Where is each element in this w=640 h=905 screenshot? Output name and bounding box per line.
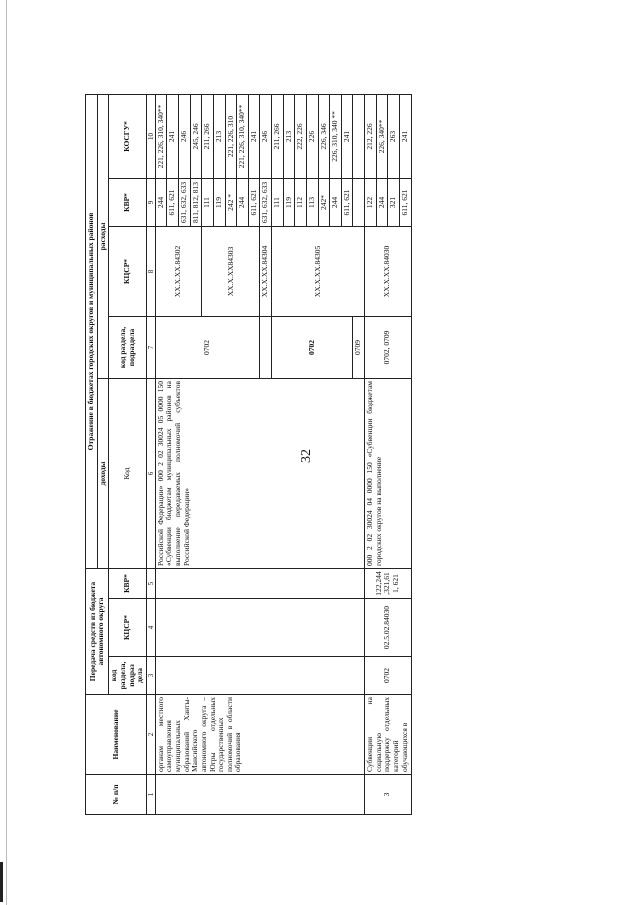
kosgu-cell: 241 — [399, 94, 411, 178]
header-expense-kcsr: КЦСР* — [109, 226, 147, 316]
kvr-cell-empty — [353, 178, 365, 226]
header-transfer-kcsr: КЦСР* — [109, 599, 147, 657]
row-num-cell — [155, 775, 364, 815]
row-expense-code: 0702 — [155, 316, 260, 378]
kosgu-cell: 246 — [260, 94, 272, 178]
header-expense-kvr: КВР* — [109, 178, 147, 226]
kosgu-cell: 221, 226, 310, 340** — [237, 94, 249, 178]
kvr-cell: 244 — [330, 178, 342, 226]
kvr-cell: 611, 621 — [399, 178, 411, 226]
row3-income: 000 2 02 30024 04 0000 150 «Субвенции бюджетам городских округов на выполнение — [365, 378, 412, 568]
row-transfer-code — [155, 657, 364, 695]
row-income-code: Российской Федерации» 000 2 02 30024 05 0000 150 «Субвенции бюджетам муниципальных районов на выполнение передаваемых полномочий субъектов Российской Федерации» — [155, 378, 364, 568]
header-transfer: Передача средств из бюджета автономного округа — [86, 568, 109, 694]
kvr-cell: 119 — [283, 178, 295, 226]
kosgu-cell: 213 — [283, 94, 295, 178]
kosgu-cell: 213 — [213, 94, 225, 178]
kvr-cell: 111 — [272, 178, 284, 226]
header-transfer-code: код раздела, подраз дела — [109, 657, 147, 695]
kvr-cell: 611, 621 — [167, 178, 179, 226]
header-transfer-kvr: КВР* — [109, 568, 147, 598]
kcsr-84302: XX.X.XX.84302 — [155, 226, 202, 316]
row3-num: 3 — [365, 775, 412, 815]
kosgu-cell: 263 — [388, 94, 400, 178]
row3-kvr: 122,244,321,611, 621 — [365, 568, 412, 598]
kvr-cell: 321 — [388, 178, 400, 226]
header-income: доходы — [97, 378, 109, 568]
row3-exp-kcsr: XX.X.XX.84030 — [365, 226, 412, 316]
kvr-cell: 242 * — [225, 178, 237, 226]
kosgu-cell: 226, 340** — [376, 94, 388, 178]
row-transfer-kvr — [155, 568, 364, 598]
col-number: 3 — [146, 657, 155, 695]
col-number: 4 — [146, 599, 155, 657]
col-number: 6 — [146, 378, 155, 568]
header-expense-code: код раздела, подраздела — [109, 316, 147, 378]
scan-edge-line — [6, 0, 7, 905]
code-0709: 0709 — [353, 316, 365, 378]
row3-name: Субвенции на социальную поддержку отдельных категорий обучающихся в — [365, 695, 412, 775]
col-number: 7 — [146, 316, 155, 378]
header-expense-kosgu: КОСГУ* — [109, 94, 147, 178]
header-reflection: Отражение в бюджетах городских округов и муниципальных районов — [86, 94, 98, 568]
col-number: 8 — [146, 226, 155, 316]
kosgu-cell: 226 — [306, 94, 318, 178]
rotated-table-wrapper — [85, 95, 535, 815]
col-number: 9 — [146, 178, 155, 226]
kvr-cell: 611, 621 — [341, 178, 353, 226]
kvr-cell: 811, 812, 813 — [190, 178, 202, 226]
kosgu-cell: 246 — [179, 94, 191, 178]
kcsr-84305: XX.X.XX.84305 — [272, 226, 365, 316]
kosgu-cell: 211, 266 — [202, 94, 214, 178]
kvr-cell: 112 — [295, 178, 307, 226]
budget-table — [85, 94, 412, 815]
kosgu-cell: 241 — [341, 94, 353, 178]
scan-edge-mark — [0, 862, 3, 902]
row-name: органам местного самоуправления муниципальных образований Ханты-Мансийского автономного округа – Югры отдельных государственных полномочий в области образования — [155, 695, 364, 775]
kosgu-cell: 212, 226 — [365, 94, 377, 178]
col-number: 10 — [146, 94, 155, 178]
kvr-cell: 244 — [376, 178, 388, 226]
row-expense-code-b: 0702 — [272, 316, 353, 378]
kvr-cell: 244 — [155, 178, 167, 226]
header-income-code: Код — [109, 378, 147, 568]
kcsr-84303: XX.X.XX84303 — [202, 226, 260, 316]
kvr-cell: 611, 621 — [248, 178, 260, 226]
kvr-cell: 242* — [318, 178, 330, 226]
kosgu-cell: 245, 246 — [190, 94, 202, 178]
page-number: 32 — [299, 449, 314, 463]
row3-kcsr: 02.5.02.84030 — [365, 599, 412, 657]
kcsr-84304: XX.X.XX.84304 — [260, 226, 272, 316]
kvr-cell: 119 — [213, 178, 225, 226]
row3-exp-code: 0702, 0709 — [365, 316, 412, 378]
kosgu-cell: 241 — [248, 94, 260, 178]
kosgu-cell: 211, 266 — [272, 94, 284, 178]
col-number: 1 — [146, 775, 155, 815]
row3-code: 0702 — [365, 657, 412, 695]
kosgu-cell-empty — [353, 94, 365, 178]
kvr-cell: 122 — [365, 178, 377, 226]
row-transfer-kcsr — [155, 599, 364, 657]
kosgu-cell: 222, 226 — [295, 94, 307, 178]
kosgu-cell: 226, 310, 340 ** — [330, 94, 342, 178]
kvr-cell: 113 — [306, 178, 318, 226]
kosgu-cell: 226, 346 — [318, 94, 330, 178]
header-num: № п/п — [86, 775, 147, 815]
kvr-cell: 631, 632, 633 — [179, 178, 191, 226]
col-number: 5 — [146, 568, 155, 598]
header-name: Наименование — [86, 695, 147, 775]
kvr-cell: 244 — [237, 178, 249, 226]
row-expense-code-empty — [260, 316, 272, 378]
kosgu-cell: 221, 226, 310, 340** — [155, 94, 167, 178]
header-expense: расходы — [97, 94, 109, 378]
col-number: 2 — [146, 695, 155, 775]
kvr-cell: 631, 632, 633 — [260, 178, 272, 226]
kosgu-cell: 241 — [167, 94, 179, 178]
kosgu-cell: 221, 226, 310 — [225, 94, 237, 178]
kvr-cell: 111 — [202, 178, 214, 226]
